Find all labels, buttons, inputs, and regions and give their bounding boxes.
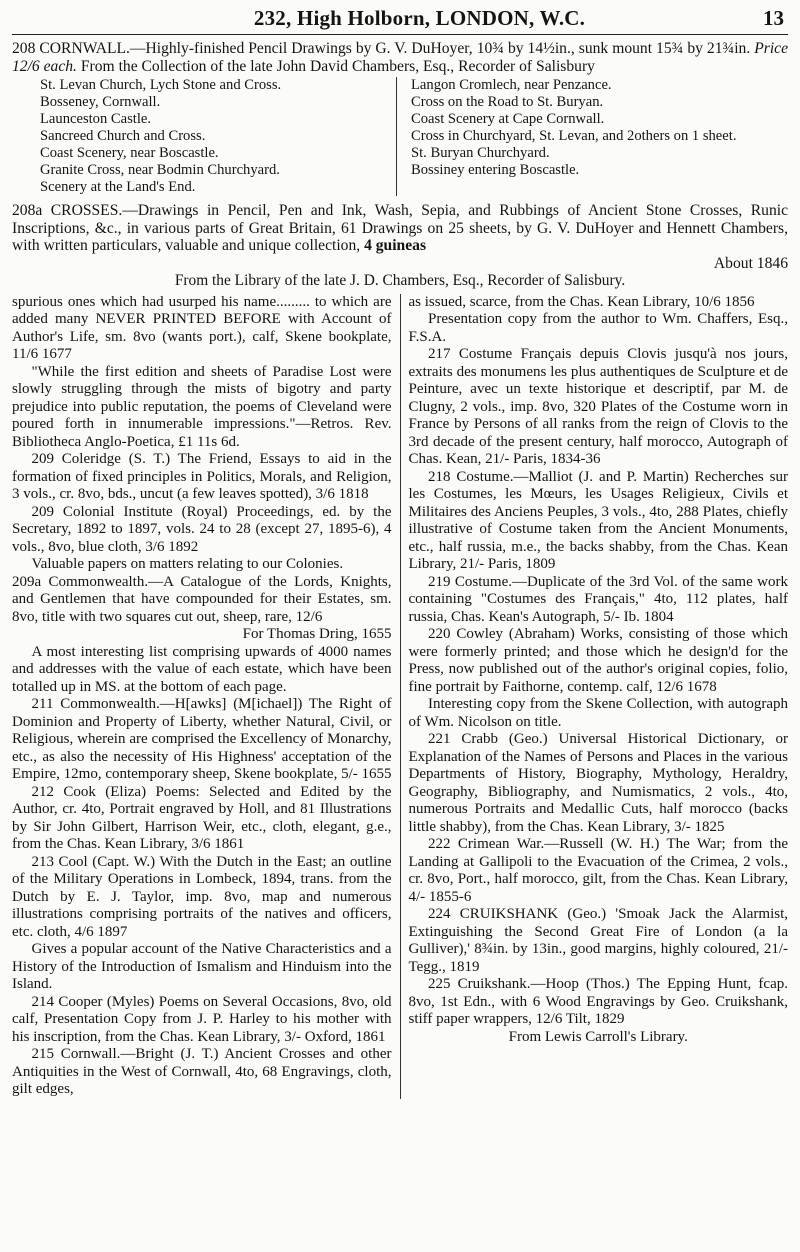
entry: 209a Commonwealth.—A Catalogue of the Lords, Knights, and Gentlemen that have compounded for their Estates, sm. 8vo, title with two squares cut out, sheep, rare, 12/6: [12, 573, 392, 625]
lot-208: [12, 40, 788, 75]
entry: From Lewis Carroll's Library.: [508, 1028, 688, 1045]
list-item: Coast Scenery at Cape Cornwall.: [411, 111, 605, 128]
right-column: [401, 294, 789, 1099]
catalogue-columns: [12, 294, 788, 1099]
page-number: 13: [763, 6, 784, 30]
entry: Presentation copy from the author to Wm. Chaffers, Esq., F.S.A.: [408, 311, 788, 345]
page-title: 232, High Holborn, LONDON, W.C.: [253, 6, 586, 30]
entry: Valuable papers on matters relating to our Colonies.: [31, 556, 344, 573]
list-item: Cross on the Road to St. Buryan.: [411, 94, 604, 111]
entry: 209 Colonial Institute (Royal) Proceedings, ed. by the Secretary, 1892 to 1897, vols. 24 to 28 (except 27, 1895-6), 4 vols., 8vo, blue cloth, 3/6 1892: [12, 503, 392, 555]
entry: 217 Costume Français depuis Clovis jusqu'à nos jours, extraits des monumens les plus authentiques de Sculpture et de Peinture, avec un texte historique et descriptif, par M. de Clugny, 2 vols., imp. 8vo, 320 Plates of the Costume worn in France by Persons of all ranks from the reign of Clovis to the 3rd decade of the present century, half morocco, Autograph of Chas. Kean, 21/- Paris, 1834-36: [408, 346, 788, 468]
list-item: St. Buryan Churchyard.: [411, 145, 550, 162]
entry: For Thomas Dring, 1655: [242, 626, 392, 643]
lot-208-items-right: [397, 77, 736, 196]
list-item: Granite Cross, near Bodmin Churchyard.: [40, 162, 280, 179]
list-item: Bosseney, Cornwall.: [40, 94, 161, 111]
list-item: St. Levan Church, Lych Stone and Cross.: [40, 77, 282, 94]
entry: 222 Crimean War.—Russell (W. H.) The War; from the Landing at Gallipoli to the Evacuation of the Crimea, 2 vols., cr. 8vo, Port., half morocco, gilt, from the Chas. Kean Library, 4/- 1855-6: [408, 836, 788, 905]
list-item: Sancreed Church and Cross.: [40, 128, 206, 145]
entry: 215 Cornwall.—Bright (J. T.) Ancient Crosses and other Antiquities in the West of Cornwall, 4to, 68 Engravings, cloth, gilt edges,: [12, 1046, 392, 1098]
entry: 220 Cowley (Abraham) Works, consisting of those which were formerly printed; and those which he design'd for the Press, now published out of the author's original copies, folio, fine portrait by Faithorne, contemp. calf, 12/6 1678: [408, 626, 788, 695]
entry: 213 Cool (Capt. W.) With the Dutch in the East; an outline of the Military Operations in Lombeck, 1894, trans. from the Dutch by E. J. Taylor, imp. 8vo, map and numerous illustrations comprising portraits of the natives and officers, etc. cloth, 4/6 1897: [12, 853, 392, 940]
list-item: Coast Scenery, near Boscastle.: [40, 145, 219, 162]
entry: as issued, scarce, from the Chas. Kean Library, 10/6 1856: [408, 293, 755, 310]
list-item: Langon Cromlech, near Penzance.: [411, 77, 612, 94]
entry: 224 CRUIKSHANK (Geo.) 'Smoak Jack the Alarmist, Extinguishing the Second Great Fire of London (a la Gulliver),' 8¾in. by 13in., good margins, highly coloured, 21/- Tegg., 1819: [408, 906, 788, 975]
entry: 212 Cook (Eliza) Poems: Selected and Edited by the Author, cr. 4to, Portrait engraved by Holl, and 81 Illustrations by Sir John Gilbert, Harrison Weir, etc., cloth, elegant, g.e., from the Chas. Kean Library, 3/6 1861: [12, 783, 392, 853]
list-item: Scenery at the Land's End.: [40, 179, 196, 196]
left-column: [12, 294, 401, 1099]
entry: 225 Cruikshank.—Hoop (Thos.) The Epping Hunt, fcap. 8vo, 1st Edn., with 6 Wood Engravings by Geo. Cruikshank, stiff paper wrappers, 12/6 Tilt, 1829: [408, 976, 788, 1028]
lot-208a-price: 4 guineas: [364, 237, 427, 255]
entry: spurious ones which had usurped his name......... to which are added many NEVER PRINTED BEFORE with Account of Author's Life, sm. 8vo (wants port.), calf, Skene bookplate, 11/6 1677: [12, 293, 392, 363]
entry: Interesting copy from the Skene Collection, with autograph of Wm. Nicolson on title.: [408, 696, 788, 730]
entry: A most interesting list comprising upwards of 4000 names and addresses with the value of each estate, which have been totalled up in MS. at the bottom of each page.: [12, 643, 392, 695]
entry: 209 Coleridge (S. T.) The Friend, Essays to aid in the formation of fixed principles in Politics, Morals, and Religion, 3 vols., cr. 8vo, bds., uncut (a few leaves spotted), 3/6 1818: [12, 451, 392, 503]
lot-208-items: [12, 77, 788, 196]
list-item: Launceston Castle.: [40, 111, 152, 128]
entry: 218 Costume.—Malliot (J. and P. Martin) Recherches sur les Costumes, les Mœurs, les Usages Religieux, Civils et Militaires des Anciens Peuples, 3 vols., 4to, 288 Plates, chiefly illustrative of Costume taken from the Ancient Monuments, etc., half russia, m.e., the backs shabby, from the Chas. Kean Library, 21/- Paris, 1809: [408, 468, 788, 573]
entry: 211 Commonwealth.—H[awks] (M[ichael]) The Right of Dominion and Property of Liberty, whether Natural, Civil, or Religious, wherein are comprised the Excellency of Monarchy, etc., as also the necessity of His Highness' acceptation of the Empire, 12mo, contemporary sheep, Skene bookplate, 5/- 1655: [12, 696, 392, 783]
lot-208-lead: 208 CORNWALL.—Highly-finished Pencil Drawings by G. V. DuHoyer, 10¾ by 14½in., sunk mount 15¾ by 21¾in.: [12, 40, 751, 57]
lot-208-provenance: From the Collection of the late John David Chambers, Esq., Recorder of Salisbury: [80, 57, 595, 75]
entry: Gives a popular account of the Native Characteristics and a History of the Introduction of Ismalism and Hinduism into the Island.: [12, 941, 392, 993]
list-item: Bossiney entering Boscastle.: [411, 162, 580, 179]
lot-208-price: Price 12/6 each.: [12, 40, 789, 75]
entry: 219 Costume.—Duplicate of the 3rd Vol. of the same work containing "Costumes des Français," 4to, 112 plates, half russia, Chas. Kean's Autograph, 5/- Ib. 1804: [408, 573, 788, 625]
lot-208a: [12, 202, 788, 255]
header-rule: [12, 34, 788, 35]
entry: 214 Cooper (Myles) Poems on Several Occasions, 8vo, old calf, Presentation Copy from J. P. Harley to his mother with his inscription, from the Chas. Kean Library, 3/- Oxford, 1861: [12, 993, 392, 1045]
list-item: Cross in Churchyard, St. Levan, and 2others on 1 sheet.: [411, 128, 737, 145]
entry: "While the first edition and sheets of Paradise Lost were slowly struggling through the mists of bigotry and party prejudice into public reputation, the poems of Cleveland were poured forth in innumerable impressions."—Retros. Rev. Bibliotheca Anglo-Poetica, £1 11s 6d.: [12, 363, 392, 450]
lot-208a-from: From the Library of the late J. D. Chambers, Esq., Recorder of Salisbury.: [174, 272, 626, 290]
lot-208a-date-row: [12, 255, 788, 273]
lot-208a-date: About 1846: [713, 254, 788, 272]
lot-208a-text: 208a CROSSES.—Drawings in Pencil, Pen and Ink, Wash, Sepia, and Rubbings of Ancient Stone Crosses, Runic Inscriptions, &c., in various parts of Great Britain, 61 Drawings on 25 sheets, by G. V. DuHoyer and Hennett Chambers, with written particulars, valuable and unique collection,: [12, 202, 788, 255]
entry: 221 Crabb (Geo.) Universal Historical Dictionary, or Explanation of the Names of Persons and Places in the various Departments of History, Biography, Mythology, Heraldry, Geography, Bibliography, and Numismatics, 2 vols., 4to, numerous Portraits and Medallic Cuts, half morocco (backs little shabby), from the Chas. Kean Library, 3/- 1825: [408, 731, 788, 835]
page-header: [12, 6, 788, 31]
lot-208-items-left: [12, 77, 397, 196]
